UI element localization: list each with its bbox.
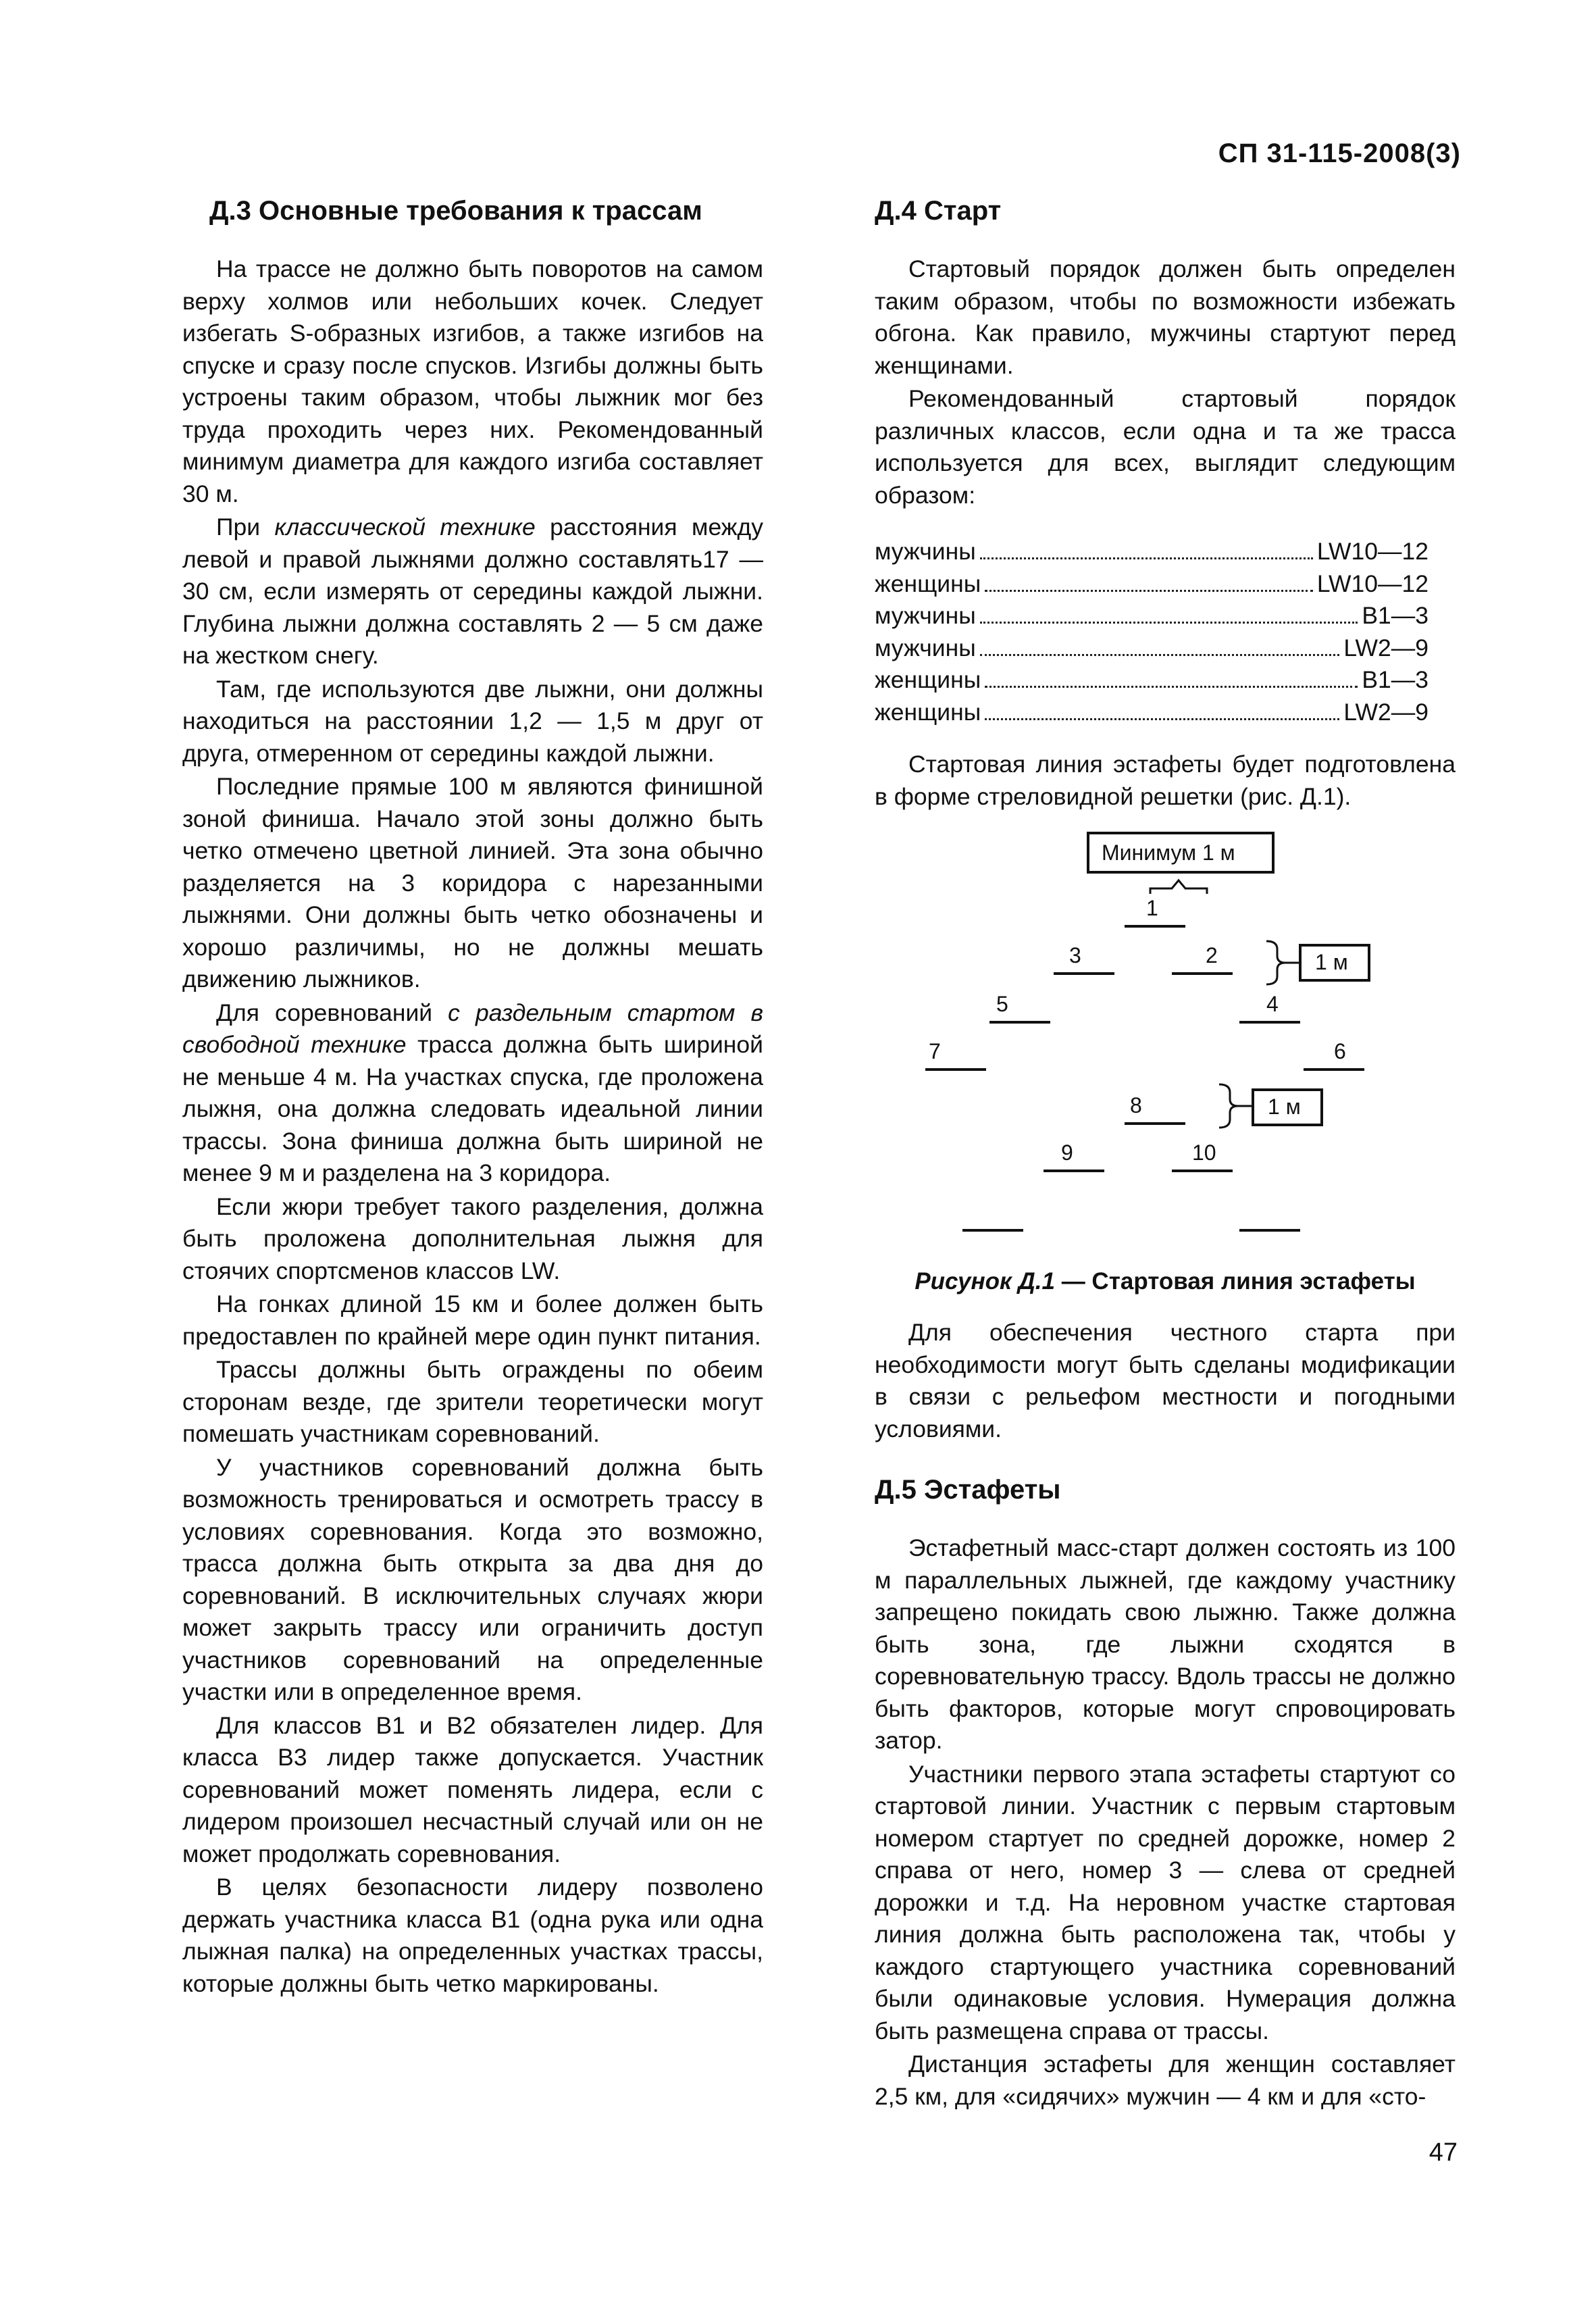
paragraph: На гонках длиной 15 км и более должен быть предоставлен по крайней мере один пункт питания. <box>182 1290 763 1350</box>
start-order-row <box>875 536 1428 568</box>
position-label: 10 <box>1192 1140 1216 1165</box>
start-order-group: мужчины <box>875 538 976 565</box>
paragraph: Трассы должны быть ограждены по обеим сторонам везде, где зрители теоретически могут помешать участникам соревнований. <box>182 1356 763 1447</box>
italic-term: классической технике <box>274 513 536 540</box>
start-order-row <box>875 697 1428 729</box>
paragraph: Для классов В1 и В2 обязателен лидер. Для класса В3 лидер также допускается. Участник соревнований может поменять лидера, если с лидером произошел несчастный случай или он не может продолжать соревнования. <box>182 1711 763 1867</box>
document-code: СП 31-115-2008(3) <box>1218 139 1461 168</box>
relay-start-diagram-svg <box>875 826 1456 1259</box>
start-order-row <box>875 600 1428 632</box>
start-order-group: мужчины <box>875 602 976 629</box>
position-label: 7 <box>929 1039 941 1063</box>
position-label: 6 <box>1334 1039 1346 1063</box>
text-run: расстояния между левой и правой лыжнями должно составлять17 — 30 см, если измерять от середины каждой лыжни. Глубина лыжни должна составлять 2 — 5 см даже на жестком снегу. <box>182 513 763 669</box>
figure-caption-text: — Стартовая линия эстафеты <box>1054 1268 1416 1294</box>
minimum-bracket <box>1150 880 1207 894</box>
gap-label: 1 м <box>1268 1095 1301 1119</box>
start-order-class: LW10—12 <box>1316 538 1428 565</box>
paragraph: Участники первого этапа эстафеты стартуют со стартовой линии. Участник с первым стартовым номером стартует по средней дорожке, номер 2 справа от него, номер 3 — слева от средней дорожки и т.д. На неровном участке стартовая линия должна быть расположена так, чтобы у каждого стартующего участника соревнований были одинаковые условия. Нумерация должна быть размещена справа от трассы. <box>875 1760 1456 2044</box>
start-order-class: LW2—9 <box>1343 634 1428 661</box>
paragraph: Стартовая линия эстафеты будет подготовлена в форме стреловидной решетки (рис. Д.1). <box>875 751 1456 810</box>
start-order-row <box>875 568 1428 601</box>
section-title-d5: Д.5 Эстафеты <box>875 1475 1061 1505</box>
paragraph: Там, где используются две лыжни, они должны находиться на расстоянии 1,2 — 1,5 м друг от друга, отмеренном от середины каждой лыжни. <box>182 675 763 767</box>
start-order-class: LW2—9 <box>1343 698 1428 726</box>
right-column <box>875 196 1456 2113</box>
text-run: Для соревнований <box>216 999 448 1026</box>
leader-dots <box>985 718 1339 720</box>
start-order-row <box>875 632 1428 665</box>
start-order-group: женщины <box>875 666 981 693</box>
section-title-d3: Д.3 Основные требования к трассам <box>209 196 702 226</box>
leader-dots <box>985 686 1358 688</box>
left-column <box>182 196 763 2000</box>
italic-term: с раздельным стартом в свободной технике <box>182 999 763 1058</box>
start-order-row <box>875 664 1428 697</box>
text-run: трасса должна быть шириной не меньше 4 м. На участках спуска, где проложена лыжня, она должна следовать идеальной линии трассы. Зона финиша должна быть шириной не менее 9 м и разделена на 3 коридора. <box>182 1031 763 1186</box>
minimum-label: Минимум 1 м <box>1102 840 1235 865</box>
position-label: 1 <box>1146 896 1158 920</box>
position-label: 2 <box>1206 943 1218 967</box>
start-order-group: женщины <box>875 570 981 597</box>
paragraph-free-technique <box>182 997 763 1190</box>
leader-dots <box>985 590 1313 592</box>
brace-row-gap <box>1266 941 1285 984</box>
paragraph: Для обеспечения честного старта при необходимости могут быть сделаны модификации в связи с рельефом местности и погодными условиями. <box>875 1319 1456 1442</box>
paragraph: Рекомендованный стартовый порядок различных классов, если одна и та же трасса используется для всех, выглядит следующим образом: <box>875 385 1456 509</box>
paragraph: Последние прямые 100 м являются финишной зоной финиша. Начало этой зоны должно быть четко отмечено цветной линией. Эта зона обычно разделяется на 3 коридора с нарезанными лыжнями. Они должны быть четко обозначены и хорошо различимы, но не должны мешать движению лыжников. <box>182 773 763 992</box>
start-order-list <box>875 536 1428 728</box>
position-label: 8 <box>1130 1093 1142 1117</box>
figure-caption <box>875 1268 1456 1295</box>
start-order-class: В1—3 <box>1362 666 1428 693</box>
section-title-d4: Д.4 Старт <box>875 196 1002 226</box>
figure-caption-number: Рисунок Д.1 <box>915 1268 1055 1294</box>
start-order-class: LW10—12 <box>1316 570 1428 597</box>
paragraph: Если жюри требует такого разделения, должна быть проложена дополнительная лыжня для стоячих спортсменов классов LW. <box>182 1192 763 1284</box>
position-label: 5 <box>996 992 1008 1016</box>
paragraph: Дистанция эстафеты для женщин составляет 2,5 км, для «сидячих» мужчин — 4 км и для «сто- <box>875 2051 1456 2110</box>
paragraph: У участников соревнований должна быть возможность тренироваться и осмотреть трассу в условиях соревнования. Когда это возможно, трасса должна быть открыта за два дня до соревнований. В исключительных случаях жюри может закрыть трассу или ограничить доступ участников соревнований на определенные участки или в определенное время. <box>182 1453 763 1705</box>
leader-dots <box>980 654 1340 656</box>
text-run: При <box>216 513 275 540</box>
leader-dots <box>980 557 1313 559</box>
page-number: 47 <box>1428 2138 1458 2167</box>
position-label: 9 <box>1061 1140 1073 1165</box>
paragraph: Стартовый порядок должен быть определен таким образом, чтобы по возможности избежать обгона. Как правило, мужчины стартуют перед женщинами. <box>875 255 1456 379</box>
relay-start-diagram <box>875 826 1456 1259</box>
brace-row-gap <box>1219 1084 1238 1128</box>
position-label: 4 <box>1266 992 1279 1016</box>
start-order-class: В1—3 <box>1362 602 1428 629</box>
position-label: 3 <box>1069 943 1081 967</box>
start-order-group: женщины <box>875 698 981 726</box>
paragraph: Эстафетный масс-старт должен состоять из 100 м параллельных лыжней, где каждому участнику запрещено покидать свою лыжню. Также должна быть зона, где лыжни сходятся в соревновательную трассу. Вдоль трассы не должно быть факторов, которые могут спровоцировать затор. <box>875 1534 1456 1754</box>
paragraph: В целях безопасности лидеру позволено держать участника класса В1 (одна рука или одна лыжная палка) на определенных участках трассы, которые должны быть четко маркированы. <box>182 1873 763 1997</box>
gap-label: 1 м <box>1315 950 1348 974</box>
paragraph: На трассе не должно быть поворотов на самом верху холмов или небольших кочек. Следует избегать S-образных изгибов, а также изгибов на спуске и сразу после спусков. Изгибы должны быть устроены таким образом, чтобы лыжник мог без труда проходить через них. Рекомендованный минимум диаметра для каждого изгиба составляет 30 м. <box>182 255 763 507</box>
leader-dots <box>980 622 1358 624</box>
paragraph-classic-technique <box>182 511 763 672</box>
start-order-group: мужчины <box>875 634 976 661</box>
